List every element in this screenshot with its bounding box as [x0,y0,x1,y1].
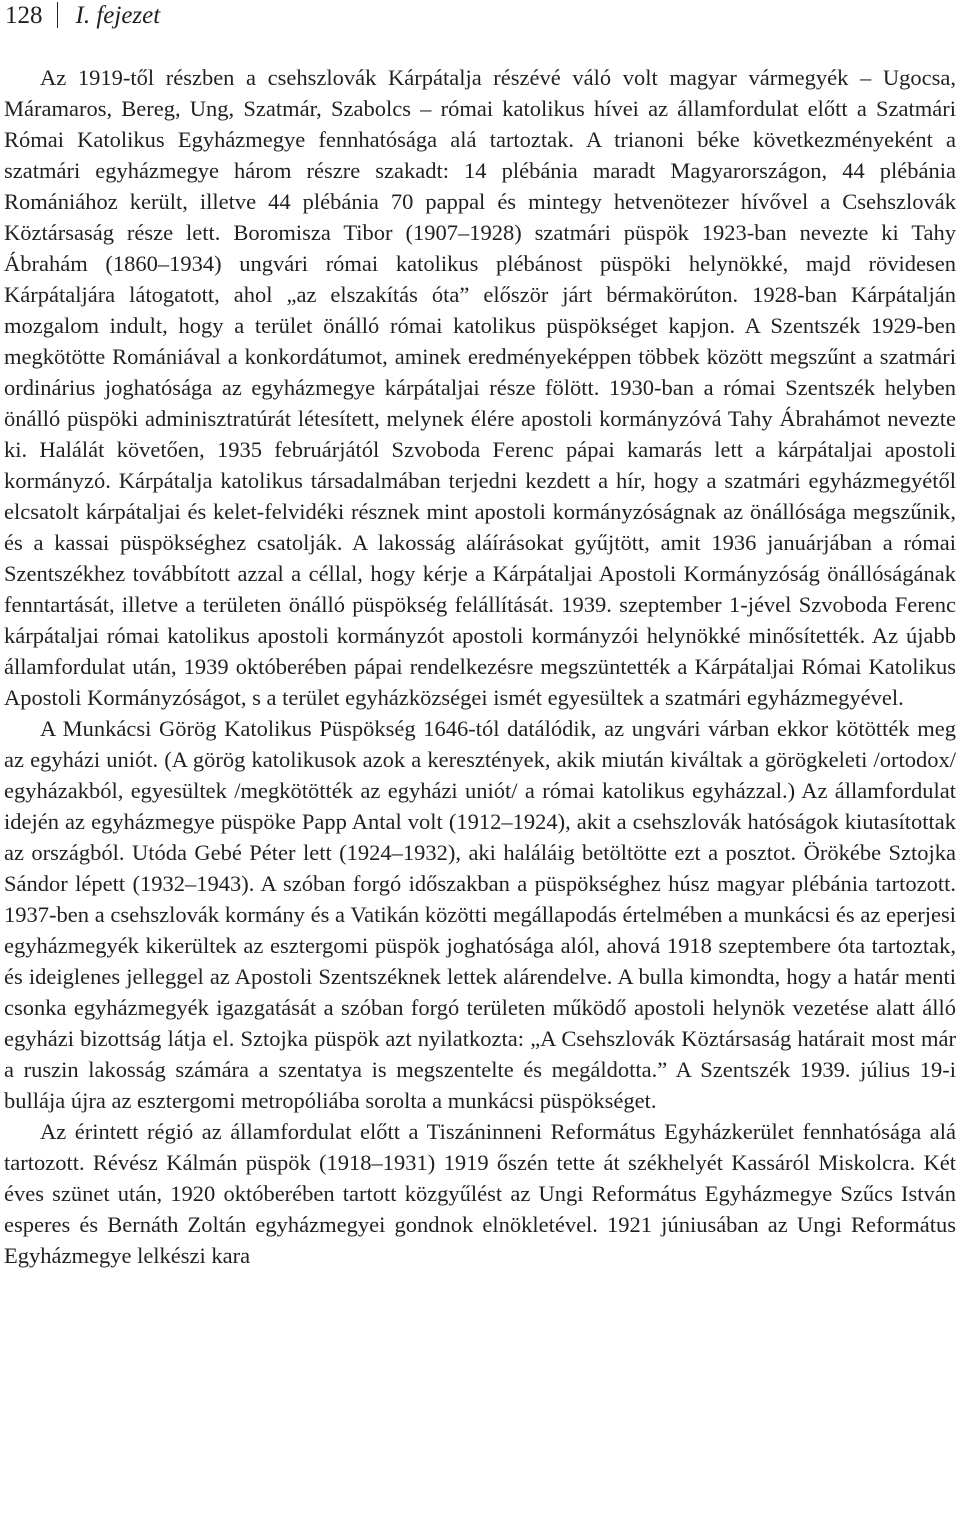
paragraph: Az 1919-től részben a csehszlovák Kárpátalja részévé váló volt magyar vármegyék – Ugocsa, Máramaros, Bereg, Ung, Szatmár, Szabolcs – római katolikus hívei az államfordulat előtt a Szatmári Római Katolikus Egyházmegye fennhatósága alá tartoztak. A trianoni béke következményeként a szatmári egyházmegye három részre szakadt: 14 plébánia maradt Magyarországon, 44 plébánia Romániához került, illetve 44 plébánia 70 pappal és mintegy hetvenötezer hívővel a Csehszlovák Köztársaság része lett. Boromisza Tibor (1907–1928) szatmári püspök 1923-ban nevezte ki Tahy Ábrahám (1860–1934) ungvári római katolikus plébánost püspöki helynökké, majd rövidesen Kárpátaljára látogatott, ahol „az elszakítás óta” először járt bérmakörúton. 1928-ban Kárpátalján mozgalom indult, hogy a terület önálló római katolikus püspökséget kapjon. A Szentszék 1929-ben megkötötte Romániával a konkordátumot, aminek eredményeképpen többek között megszűnt a szatmári ordinárius joghatósága az egyházmegye kárpátaljai része fölött. 1930-ban a római Szentszék helyben önálló püspöki adminisztratúrát létesített, melynek élére apostoli kormányzóvá Tahy Ábrahámot nevezte ki. Halálát követően, 1935 februárjától Szvoboda Ferenc pápai kamarás lett a kárpátaljai apostoli kormányzó. Kárpátalja katolikus társadalmában terjedni kezdett a hír, hogy a szatmári egyházmegyétől elcsatolt kárpátaljai és kelet-felvidéki résznek mint apostoli kormányzóságnak az önállósága megszűnik, és a kassai püspökséghez csatolják. A lakosság aláírásokat gyűjtött, amit 1936 januárjában a római Szentszékhez továbbított azzal a céllal, hogy kérje a Kárpátaljai Apostoli Kormányzóság önállóságának fenntartását, illetve a területen önálló püspökség felállítását. 1939. szeptember 1-jével Szvoboda Ferenc kárpátaljai római katolikus apostoli kormányzót apostoli kormányzói helynökké minősítették. Az újabb államfordulat után, 1939 októberében pápai rendelkezésre megszüntették a Kárpátaljai Római Katolikus Apostoli Kormányzóságot, s a terület egyházközségei ismét egyesültek a szatmári egyházmegyével. [4,65,956,710]
paragraph: A Munkácsi Görög Katolikus Püspökség 1646-tól datálódik, az ungvári várban ekkor kötötték meg az egyházi uniót. (A görög katolikusok azok a keresztények, akik miután kiváltak a görögkeleti /ortodox/ egyházakból, egyesültek /megkötötték az egyházi uniót/ a római katolikus egyházzal.) Az államfordulat idején az egyházmegye püspöke Papp Antal volt (1912–1924), akit a csehszlovák hatóságok kiutasítottak az országból. Utóda Gebé Péter lett (1924–1932), aki haláláig betöltötte ezt a posztot. Örökébe Sztojka Sándor lépett (1932–1943). A szóban forgó időszakban a püspökséghez húsz magyar plébánia tartozott. 1937-ben a csehszlovák kormány és a Vatikán közötti megállapodás értelmében a munkácsi és az eperjesi egyházmegyék kikerültek az esztergomi püspök joghatósága alól, ahová 1918 szeptembere óta tartoztak, és ideiglenes jelleggel az Apostoli Szentszéknek lettek alárendelve. A bulla kimondta, hogy a határ menti csonka egyházmegyék igazgatását a szóban forgó területen működő apostoli helynök vezetése alatt álló egyházi bizottság látja el. Sztojka püspök azt nyilatkozta: „A Csehszlovák Köztársaság határait most már a ruszin lakosság számára a szentatya is megszentelte és megáldotta.” A Szentszék 1939. július 19-i bullája újra az esztergomi metropóliába sorolta a munkácsi püspökséget. [4,716,956,1113]
chapter-title: I. fejezet [75,2,161,29]
paragraph: Az érintett régió az államfordulat előtt a Tiszáninneni Református Egyházkerület fennhatósága alá tartozott. Révész Kálmán püspök (1918–1931) 1919 őszén tette át székhelyét Kassáról Miskolcra. Két éves szünet után, 1920 októberében tartott közgyűlést az Ungi Református Egyházmegye Szűcs István esperes és Bernáth Zoltán egyházmegyei gondnok elnökletével. 1921 júniusában az Ungi Református Egyházmegye lelkészi kara [4,1119,956,1268]
body-text [4,62,956,1528]
running-header [5,2,160,30]
page-number: 128 [5,2,43,29]
header-separator [57,2,58,28]
